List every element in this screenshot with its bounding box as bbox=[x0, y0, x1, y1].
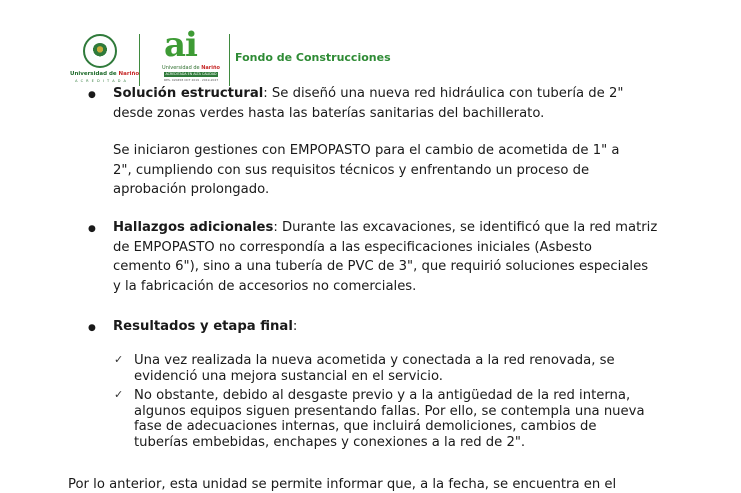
check-item-adecuaciones bbox=[134, 388, 672, 450]
line: 2", cumpliendo con sus requisitos técnicos y enfrentando un proceso de bbox=[113, 162, 590, 178]
checkmark-icon: ✓ bbox=[114, 388, 124, 401]
ai-accreditation-band: ACREDITADA EN ALTA CALIDAD bbox=[165, 72, 217, 76]
line: Una vez realizada la nueva acometida y conectada a la red renovada, se bbox=[134, 353, 615, 368]
heading-resultados-etapa-final: Resultados y etapa final bbox=[113, 319, 293, 334]
check-item-mejora bbox=[134, 353, 672, 384]
line: algunos equipos siguen presentando fallas. Por ello, se contempla una nueva bbox=[134, 403, 645, 419]
checkmark-icon: ✓ bbox=[114, 353, 124, 366]
ai-mark: ai bbox=[164, 25, 197, 65]
bullet-icon: ● bbox=[88, 323, 96, 333]
paragraph-solucion-estructural bbox=[113, 84, 672, 123]
line: evidenció una mejora sustancial en el servicio. bbox=[134, 368, 443, 384]
line: Se iniciaron gestiones con EMPOPASTO para el cambio de acometida de 1" a bbox=[113, 143, 620, 158]
paragraph-resultados: Resultados y etapa final: bbox=[113, 319, 298, 334]
fondo-de-construcciones-title: Fondo de Construcciones bbox=[235, 51, 391, 64]
line: desde zonas verdes hasta las baterías sanitarias del bachillerato. bbox=[113, 105, 545, 121]
line: Hallazgos adicionales: Durante las excavaciones, se identificó que la red matriz bbox=[113, 220, 658, 235]
heading-hallazgos-adicionales: Hallazgos adicionales bbox=[113, 220, 274, 235]
bullet-icon: ● bbox=[88, 224, 96, 234]
line: Solución estructural: Se diseñó una nueva red hidráulica con tubería de 2" bbox=[113, 86, 624, 101]
udenar-name: Universidad de Nariño bbox=[70, 71, 140, 77]
line: tuberías embebidas, enchapes y conexiones a la red de 2". bbox=[134, 434, 526, 450]
line: aprobación prolongado. bbox=[113, 182, 270, 197]
line: No obstante, debido al desgaste previo y a la antigüedad de la red interna, bbox=[134, 388, 631, 403]
paragraph-hallazgos-adicionales bbox=[113, 218, 672, 296]
bullet-icon: ● bbox=[88, 90, 96, 100]
line: fase de adecuaciones internas, que incluirá demoliciones, cambios de bbox=[134, 419, 597, 434]
closing-paragraph-line: Por lo anterior, esta unidad se permite informar que, a la fecha, se encuentra en el bbox=[68, 477, 617, 492]
paragraph-gestiones-empopasto bbox=[113, 141, 672, 200]
ai-university-line: Universidad de Nariño bbox=[162, 65, 220, 71]
line: y la fabricación de accesorios no comerciales. bbox=[113, 278, 417, 294]
udenar-accreditation: A C R E D I T A D A bbox=[75, 79, 127, 83]
heading-solucion-estructural: Solución estructural bbox=[113, 86, 264, 101]
line: de EMPOPASTO no correspondía a las especificaciones iniciales (Asbesto bbox=[113, 239, 592, 255]
line: cemento 6"), sino a una tubería de PVC de 3", que requirió soluciones especiales bbox=[113, 259, 649, 274]
ai-resolution-line: RES. 020458 OCT 2019 · 2019-2027 bbox=[164, 78, 218, 82]
